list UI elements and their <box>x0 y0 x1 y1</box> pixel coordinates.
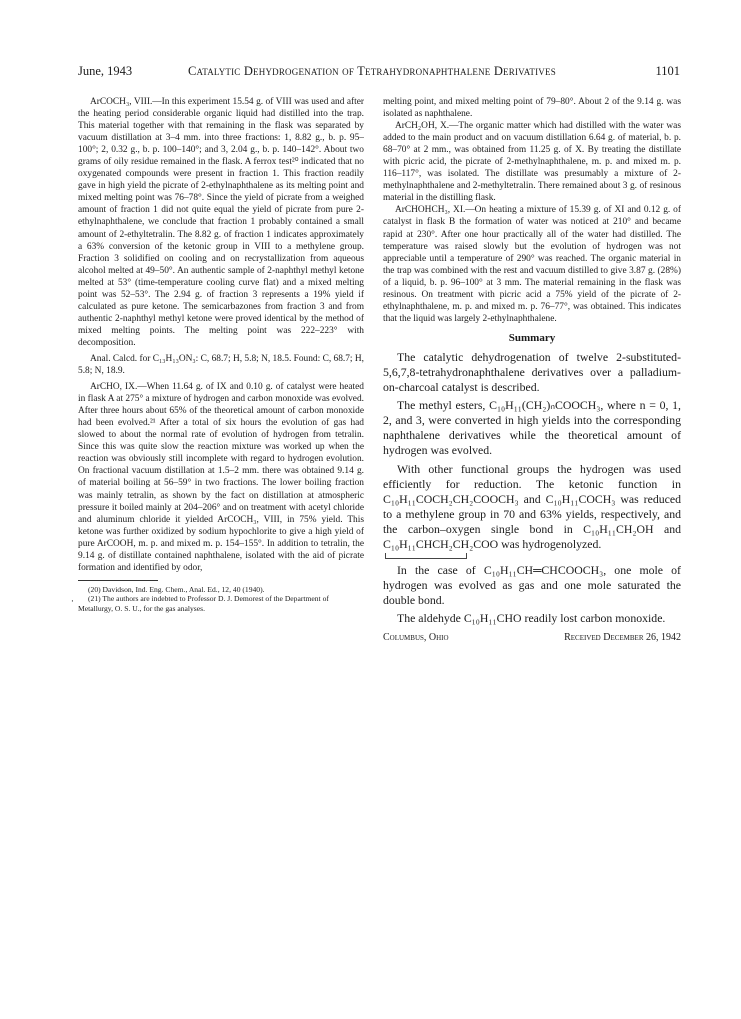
left-column <box>78 96 364 614</box>
footnote-divider <box>78 580 158 581</box>
summary-paragraph-1: The catalytic dehydrogenation of twelve 2-substituted-5,6,7,8-tetrahydronaphthalene derivatives over a palladium-on-charcoal catalyst is described. <box>383 349 681 395</box>
header-title: Catalytic Dehydrogenation of Tetrahydronaphthalene Derivatives <box>188 64 556 78</box>
article-footer <box>383 632 681 646</box>
footer-location: Columbus, Ohio <box>383 632 449 644</box>
paragraph-archohch3-xi: ArCHOHCH₃, XI.—On heating a mixture of 15.39 g. of XI and 0.12 g. of catalyst in flask B the formation of water was noticed at 210° and became rapid at 230°. After one hour practically all of the water had distilled. The temperature was raised slowly but the evolution of hydrogen was not appreciable until a temperature of 290° was reached. The organic material in the trap was combined with the rest and vacuum distilled to give 3.87 g. (28%) of a liquid, b. p. 96–100° at 3 mm. The material remaining in the flask was resinous. On treatment with picric acid a 75% yield of the picrate of 2-ethylnaphthalene, m. p. and mixed m. p. 76–77°, was obtained. This indicates that the liquid was largely 2-ethylnaphthalene. <box>383 205 681 324</box>
page-number: 1101 <box>655 64 680 78</box>
paragraph-arcoch3-viii: ArCOCH₃, VIII.—In this experiment 15.54 g. of VIII was used and after the heating period considerable organic liquid had distilled into the trap. This material together with that remaining in the flask was separated by vacuum distillation at 3–4 mm. into three fractions: 1, 8.82 g., b. p. 95–100°; 2, 0.32 g., b. p. 100–140°; and 3, 2.04 g., b. p. 140–142°. About two grams of oily residue remained in the flask. A ferrox test²⁰ indicated that no oxygenated compounds were present in fraction 1. This fraction readily gave in high yield the picrate of 2-ethylnaphthalene as its melting point and mixed melting point was 76–78°. Since the yield of picrate from a weighed amount of fraction 1 did not quite equal the yield of picrate from pure 2-ethylnaphthalene, we conclude that fraction 1 probably contained a small amount of 2-ethyltetralin. The 8.82 g. of fraction 1 indicates approximately a 63% conversion of the ketonic group in VIII to a methylene group. Fraction 3 solidified on cooling and on recrystallization from aqueous alcohol melted at 49–50°. An authentic sample of 2-naphthyl methyl ketone melted at 53° (time-temperature cooling curve flat) and a mixed melting point was 52–53°. The 2.94 g. of fraction 3 represents a 19% yield if calculated as pure ketone. The semicarbazones from fraction 3 and from authentic 2-naphthyl methyl ketone were proved identical by the method of mixed melting points. The melting point was 222–223° with decomposition. <box>78 97 364 348</box>
summary-paragraph-4: In the case of C₁₀H₁₁CH═CHCOOCH₃, one mole of hydrogen was evolved as gas and one mole saturated the double bond. <box>383 563 681 608</box>
summary-paragraph-2: The methyl esters, C₁₀H₁₁(CH₂)ₙCOOCH₃, where n = 0, 1, 2, and 3, were converted in high yields into the corresponding naphthalene derivatives while the theoretical amount of hydrogen was evolved. <box>383 398 681 458</box>
footer-received: Received December 26, 1942 <box>564 632 681 644</box>
footnote-20: (20) Davidson, Ind. Eng. Chem., Anal. Ed., 12, 40 (1940). <box>88 584 265 594</box>
summary-section <box>383 350 681 627</box>
footnotes <box>78 585 364 614</box>
summary-paragraph-3: With other functional groups the hydrogen was used efficiently for reduction. The ketonic function in C₁₀H₁₁COCH₂CH₂COOCH₃ and C₁₀H₁₁COCH₃ was reduced to a methylene group in 70 and 63% yields, respectively, and the carbon–oxygen single bond in C₁₀H₁₁CH₂OH and C₁₀H₁₁CHCH₂CH₂COO was hydrogenolyzed. <box>383 461 681 552</box>
paragraph-naphthalene-continued: melting point, and mixed melting point of 79–80°. About 2 of the 9.14 g. was isolated as naphthalene. <box>383 97 681 120</box>
summary-paragraph-5: The aldehyde C₁₀H₁₁CHO readily lost carbon monoxide. <box>397 611 666 626</box>
margin-mark: · <box>71 597 74 607</box>
summary-heading: Summary <box>508 331 556 344</box>
paragraph-archo-ix: ArCHO, IX.—When 11.64 g. of IX and 0.10 g. of catalyst were heated in flask A at 275° a mixture of hydrogen and carbon monoxide was evolved. After three hours about 65% of the theoretical amount of carbon monoxide had been evolved.²¹ After a total of six hours the evolution of gas had slowed to about the normal rate of evolution of hydrogen from tetralin. Since this was quite slow the reaction mixture was worked up when the reaction was obviously still incomplete with regard to hydrogen evolution. On fractional vacuum distillation at 1.5–2 mm. there was obtained 9.14 g. of material boiling at 56–59° in two fractions. The lower boiling fraction was mainly tetralin, as shown by the fact on distillation at atmospheric pressure it boiled mainly at 204–206° and on treatment with acetyl chloride and aluminum chloride it yielded ArCOCH₃, VIII, in 75% yield. This ketone was further oxidized by sodium hypochlorite to give a high yield of pure ArCOOH, m. p. and mixed m. p. 154–155°. In addition to tetralin, the 9.14 g. of distillate contained naphthalene, isolated with the aid of picrate formation and identified by odor, <box>78 382 364 573</box>
footnote-21: (21) The authors are indebted to Professor D. J. Demorest of the Department of Metallurgy, O. S. U., for the gas analyses. <box>78 594 329 614</box>
right-column <box>383 96 681 646</box>
paragraph-analysis: Anal. Calcd. for C₁₃H₁₃ON₃: C, 68.7; H, 5.8; N, 18.5. Found: C, 68.7; H, 5.8; N, 18.9. <box>78 353 364 377</box>
experimental-continued <box>383 96 681 325</box>
paragraph-arch2oh-x: ArCH₂OH, X.—The organic matter which had distilled with the water was added to the main product and on vacuum distillation 6.64 g. of material, b. p. 68–70° at 2 mm., was obtained from 11.25 g. of X. By treating the distillate with picric acid, the picrate of 2-methylnaphthalene, m. p. and mixed m. p. 116–117°, was isolated. The distillate was presumably a mixture of 2-methylnaphthalene and 2-methyltetralin. There remained about 3 g. of resinous material in the distilling flask. <box>383 121 681 204</box>
ring-bracket <box>385 553 467 559</box>
running-header <box>78 64 680 84</box>
header-date: June, 1943 <box>78 64 133 78</box>
